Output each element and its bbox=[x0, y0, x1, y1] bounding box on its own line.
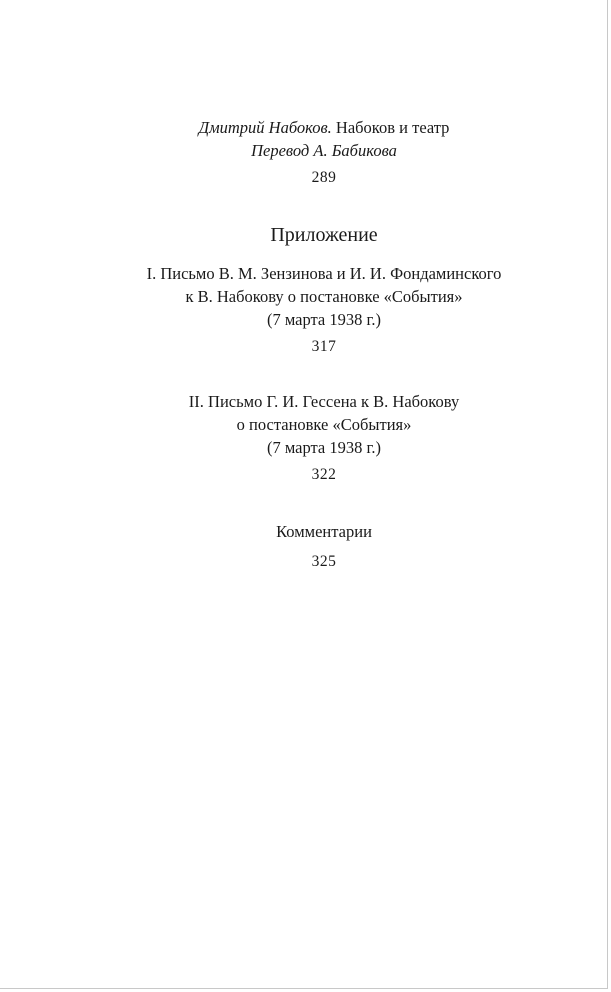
entry-translator: Перевод А. Бабикова bbox=[251, 141, 397, 160]
toc-entry-commentary bbox=[0, 520, 611, 572]
toc-entry-letter-1 bbox=[0, 262, 611, 357]
entry-author: Дмитрий Набоков. bbox=[198, 118, 332, 137]
entry-line-3: (7 марта 1938 г.) bbox=[266, 438, 382, 457]
toc-entry-nabokov-theatre bbox=[0, 116, 611, 188]
entry-page-number: 325 bbox=[311, 553, 337, 570]
entry-page-number: 289 bbox=[311, 169, 337, 186]
entry-line-1: II. Письмо Г. И. Гессена к В. Набокову bbox=[188, 392, 460, 411]
entry-line-2: к В. Набокову о постановке «События» bbox=[185, 287, 463, 306]
entry-title: Набоков и театр bbox=[331, 118, 450, 137]
appendix-heading bbox=[0, 222, 611, 248]
entry-line-1: I. Письмо В. М. Зензинова и И. И. Фондаминского bbox=[146, 264, 502, 283]
toc-entry-letter-2 bbox=[0, 390, 611, 485]
entry-line-2: о постановке «События» bbox=[236, 415, 412, 434]
entry-title: Комментарии bbox=[276, 522, 372, 541]
entry-page-number: 322 bbox=[311, 466, 337, 483]
entry-title-line bbox=[0, 116, 611, 139]
entry-page-number: 317 bbox=[311, 338, 337, 355]
section-heading: Приложение bbox=[270, 224, 378, 246]
entry-line-3: (7 марта 1938 г.) bbox=[266, 310, 382, 329]
